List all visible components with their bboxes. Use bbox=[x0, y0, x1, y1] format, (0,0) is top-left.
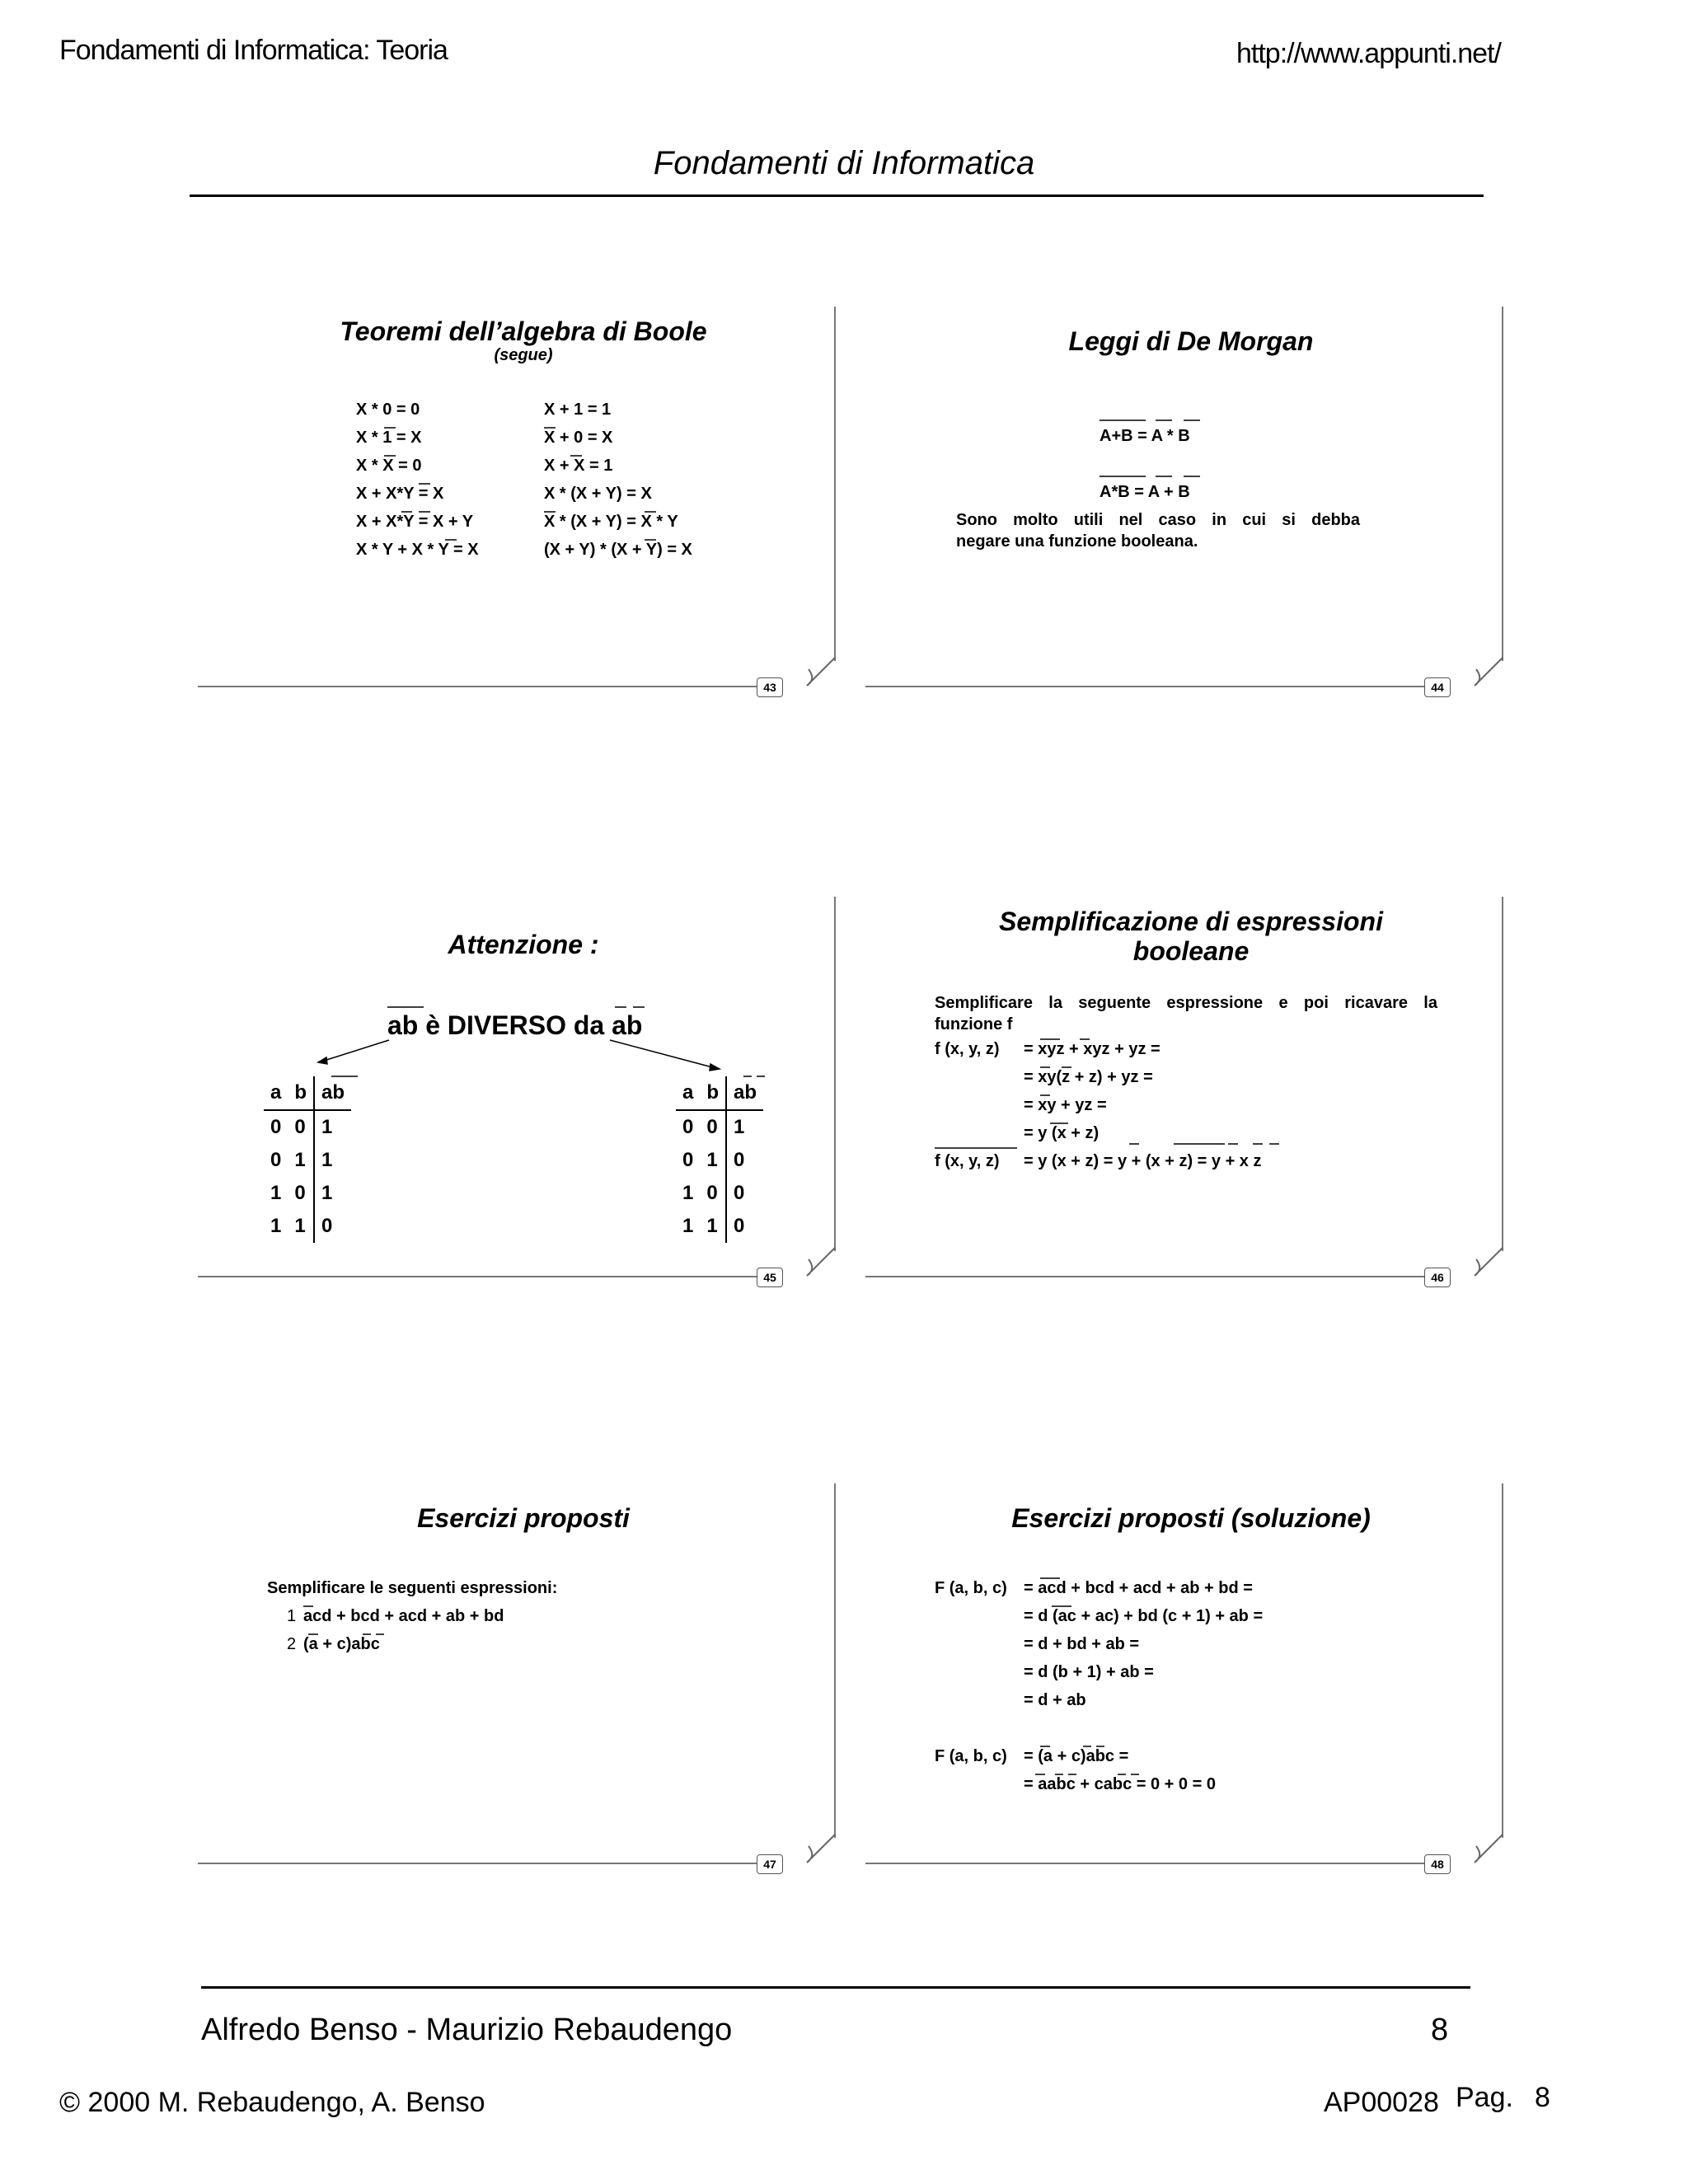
slide-46 bbox=[915, 897, 1508, 1284]
table-cell: 0 bbox=[734, 1182, 745, 1204]
copyright: © 2000 M. Rebaudengo, A. Benso bbox=[59, 2087, 485, 2118]
header-rule bbox=[190, 194, 1484, 197]
table-cell: 0 bbox=[682, 1149, 694, 1171]
table-row bbox=[264, 1144, 351, 1177]
truth-table-right bbox=[676, 1076, 763, 1243]
table-cell: 1 bbox=[288, 1210, 314, 1243]
table-header: ab bbox=[314, 1076, 351, 1110]
document-code: AP00028 bbox=[1324, 2087, 1439, 2118]
negation-bars bbox=[247, 1483, 824, 1665]
derivation-step: = y (x + z) bbox=[1024, 1124, 1100, 1142]
theorem-line: X * 1 = X bbox=[356, 429, 422, 447]
page-curl-icon bbox=[1471, 656, 1504, 689]
table-row bbox=[264, 1110, 351, 1144]
theorem-line: X + X*Y = X bbox=[356, 485, 444, 503]
table-cell: 0 bbox=[270, 1149, 282, 1171]
de-morgan-law: A+B = A * B bbox=[1100, 427, 1190, 445]
exercise-expression: (a + c)abc bbox=[303, 1635, 380, 1653]
slide-border bbox=[1502, 307, 1503, 661]
exercise-intro: Semplificare le seguenti espressioni: bbox=[267, 1579, 558, 1597]
slide-border bbox=[834, 1483, 836, 1838]
slide-number: 44 bbox=[1424, 677, 1451, 697]
table-cell: 1 bbox=[321, 1116, 333, 1138]
table-row bbox=[264, 1177, 351, 1210]
theorem-line: (X + Y) * (X + Y) = X bbox=[544, 541, 692, 559]
slide-47 bbox=[247, 1483, 841, 1871]
solution-step: = (a + c)abc = bbox=[1024, 1747, 1129, 1765]
theorem-line: X * Y + X * Y = X bbox=[356, 541, 479, 559]
slide-border bbox=[834, 307, 836, 661]
footer-rule bbox=[201, 1986, 1470, 1989]
table-cell: 1 bbox=[734, 1116, 745, 1138]
derivation-step: = xyz + xyz + yz = bbox=[1024, 1040, 1160, 1058]
header-url: http://www.appunti.net/ bbox=[1236, 38, 1501, 69]
table-cell: 1 bbox=[321, 1149, 333, 1171]
slide-border bbox=[865, 1276, 1447, 1277]
slide-border bbox=[865, 1863, 1447, 1864]
derivation-step: = y (x + z) = y + (x + z) = y + x z bbox=[1024, 1152, 1262, 1170]
derivation-step: = xy + yz = bbox=[1024, 1096, 1107, 1114]
pag-label: Pag. bbox=[1456, 2082, 1513, 2113]
slide-number: 45 bbox=[757, 1268, 783, 1287]
table-row bbox=[676, 1177, 763, 1210]
derivation-step: = xy(z + z) + yz = bbox=[1024, 1068, 1153, 1086]
table-cell: 1 bbox=[700, 1144, 726, 1177]
theorem-line: X * X = 0 bbox=[356, 457, 422, 475]
theorem-line: X + X = 1 bbox=[544, 457, 613, 475]
function-lhs: F (a, b, c) bbox=[935, 1747, 1007, 1765]
solution-step: = acd + bcd + acd + ab + bd = bbox=[1024, 1579, 1253, 1597]
slide-number: 46 bbox=[1424, 1268, 1451, 1287]
table-header: b bbox=[288, 1076, 314, 1110]
document-title: Fondamenti di Informatica bbox=[653, 145, 1035, 181]
table-cell: 1 bbox=[700, 1210, 726, 1243]
table-header: a bbox=[676, 1076, 700, 1110]
table-cell: 0 bbox=[700, 1110, 726, 1144]
slide-subtitle: (segue) bbox=[494, 346, 553, 364]
slide-border bbox=[198, 686, 779, 687]
exercise-number: 1 bbox=[287, 1607, 297, 1625]
negation-bars bbox=[915, 307, 1492, 521]
function-lhs: f (x, y, z) bbox=[935, 1152, 1000, 1170]
header-left-title: Fondamenti di Informatica: Teoria bbox=[59, 35, 448, 66]
slide-intro: funzione f bbox=[935, 1015, 1013, 1033]
table-cell: 0 bbox=[734, 1149, 745, 1171]
slide-border bbox=[865, 686, 1447, 687]
slide-border bbox=[1502, 1483, 1503, 1838]
footer-page-number: 8 bbox=[1431, 2013, 1449, 2047]
slide-title: booleane bbox=[1132, 936, 1250, 966]
slide-43 bbox=[247, 307, 841, 694]
table-cell: 0 bbox=[734, 1215, 745, 1237]
table-cell: 1 bbox=[682, 1182, 694, 1204]
page-curl-icon bbox=[1471, 1833, 1504, 1866]
slide-title: Teoremi dell’algebra di Boole bbox=[340, 316, 707, 346]
table-cell: 1 bbox=[270, 1182, 282, 1204]
table-cell: 0 bbox=[682, 1116, 694, 1138]
slide-border bbox=[1502, 897, 1503, 1251]
slide-border bbox=[198, 1863, 779, 1864]
slide-number: 47 bbox=[757, 1854, 783, 1874]
solution-step: = aabc + cabc = 0 + 0 = 0 bbox=[1024, 1775, 1216, 1793]
slide-border bbox=[834, 897, 836, 1251]
slide-title: Esercizi proposti (soluzione) bbox=[1011, 1503, 1371, 1533]
function-lhs: f (x, y, z) bbox=[935, 1040, 1000, 1058]
table-header: b bbox=[700, 1076, 726, 1110]
slide-number: 43 bbox=[757, 677, 783, 697]
negation-bars bbox=[915, 1483, 1492, 1813]
page-curl-icon bbox=[804, 656, 837, 689]
page-curl-icon bbox=[804, 1833, 837, 1866]
slide-title: Esercizi proposti bbox=[417, 1503, 630, 1533]
table-cell: 0 bbox=[321, 1215, 333, 1237]
de-morgan-law: A*B = A + B bbox=[1100, 483, 1190, 501]
table-row bbox=[676, 1210, 763, 1243]
theorem-line: X * 0 = 0 bbox=[356, 401, 420, 419]
pag-number: 8 bbox=[1535, 2082, 1550, 2113]
theorem-line: X * (X + Y) = X bbox=[544, 485, 652, 503]
footer-authors: Alfredo Benso - Maurizio Rebaudengo bbox=[201, 2013, 733, 2047]
exercise-expression: acd + bcd + acd + ab + bd bbox=[303, 1607, 504, 1625]
table-cell: 0 bbox=[700, 1177, 726, 1210]
table-row bbox=[676, 1110, 763, 1144]
table-header: a bbox=[264, 1076, 288, 1110]
theorem-line: X + 0 = X bbox=[544, 429, 613, 447]
slide-48 bbox=[915, 1483, 1508, 1871]
table-cell: 1 bbox=[682, 1215, 694, 1237]
table-cell: 0 bbox=[288, 1110, 314, 1144]
slide-44 bbox=[915, 307, 1508, 694]
page-curl-icon bbox=[1471, 1246, 1504, 1279]
solution-step: = d + bd + ab = bbox=[1024, 1635, 1140, 1653]
slide-title: Attenzione : bbox=[448, 930, 599, 959]
negation-bars bbox=[247, 307, 824, 579]
table-cell: 1 bbox=[288, 1144, 314, 1177]
table-cell: 0 bbox=[288, 1177, 314, 1210]
solution-step: = d (ac + ac) + bd (c + 1) + ab = bbox=[1024, 1607, 1264, 1625]
slide-title: Semplificazione di espressioni bbox=[999, 907, 1383, 936]
negation-bars bbox=[915, 897, 1492, 1177]
solution-step: = d (b + 1) + ab = bbox=[1024, 1663, 1154, 1681]
slide-statement: ab è DIVERSO da ab bbox=[387, 1010, 643, 1040]
solution-step: = d + ab bbox=[1024, 1691, 1086, 1709]
slide-number: 48 bbox=[1424, 1854, 1451, 1874]
exercise-number: 2 bbox=[287, 1635, 297, 1653]
table-cell: 1 bbox=[321, 1182, 333, 1204]
slide-intro: Semplificare la seguente espressione e poi ricavare la bbox=[935, 994, 1437, 1012]
slide-note: Sono molto utili nel caso in cui si debba bbox=[956, 511, 1360, 529]
slide-note: negare una funzione booleana. bbox=[956, 532, 1198, 551]
truth-table-left bbox=[264, 1076, 351, 1243]
table-cell: 1 bbox=[270, 1215, 282, 1237]
slide-45 bbox=[247, 897, 841, 1284]
table-row bbox=[264, 1210, 351, 1243]
slide-border bbox=[198, 1276, 779, 1277]
table-row bbox=[676, 1144, 763, 1177]
theorem-line: X + 1 = 1 bbox=[544, 401, 612, 419]
function-lhs: F (a, b, c) bbox=[935, 1579, 1007, 1597]
theorem-line: X + X*Y = X + Y bbox=[356, 513, 474, 531]
table-header: ab bbox=[726, 1076, 763, 1110]
theorem-line: X * (X + Y) = X * Y bbox=[544, 513, 678, 531]
table-cell: 0 bbox=[270, 1116, 282, 1138]
slide-title: Leggi di De Morgan bbox=[1068, 326, 1314, 356]
